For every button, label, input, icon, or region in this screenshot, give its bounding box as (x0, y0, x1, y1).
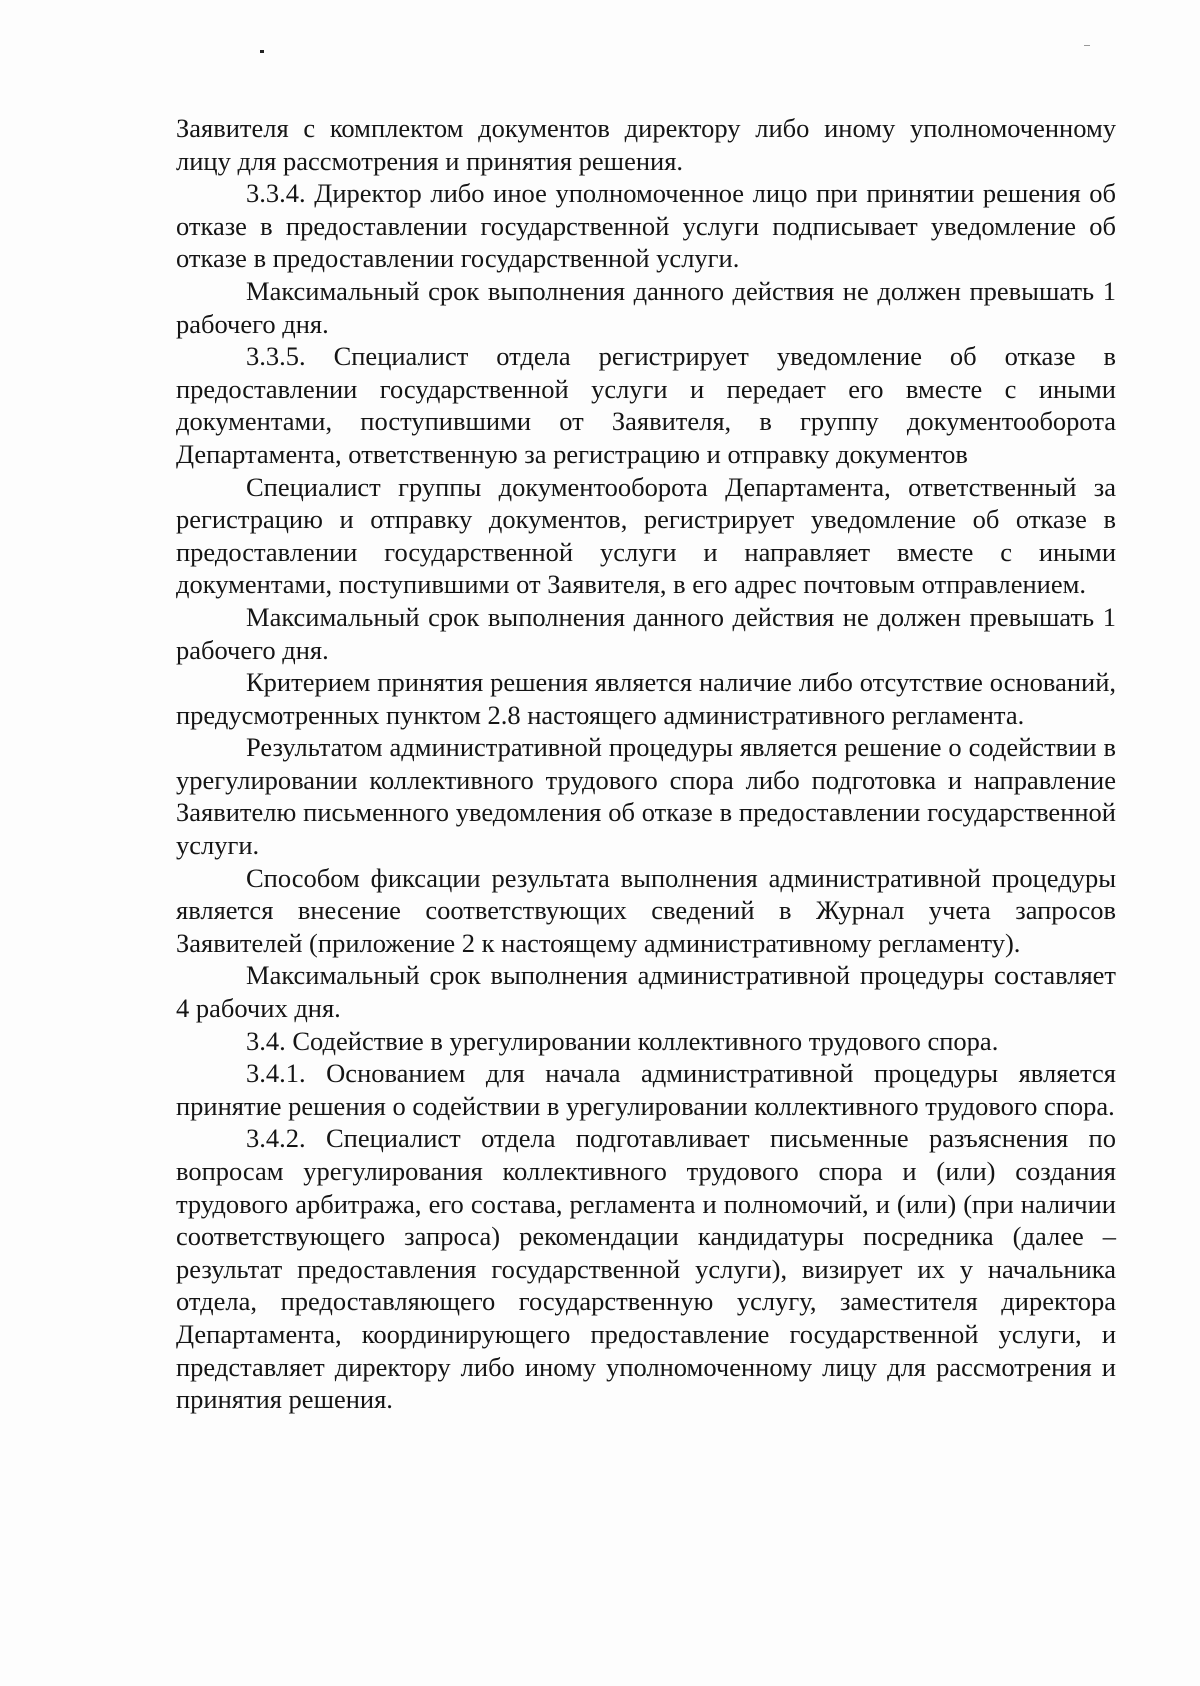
paragraph-3-3-4: 3.3.4. Директор либо иное уполномоченное лицо при принятии решения об отказе в предоставлении государственной услуги подписывает уведомление об отказе в предоставлении государственной услуги. (176, 178, 1116, 274)
paragraph-max-term-procedure: Максимальный срок выполнения административной процедуры составляет 4 рабочих дня. (176, 960, 1116, 1024)
paragraph-max-term-2: Максимальный срок выполнения данного действия не должен превышать 1 рабочего дня. (176, 601, 1116, 665)
paragraph-3-4: 3.4. Содействие в урегулировании коллективного трудового спора. (246, 1025, 999, 1056)
paragraph-3-4-2: 3.4.2. Специалист отдела подготавливает письменные разъяснения по вопросам урегулирования коллективного трудового спора и (или) создания трудового арбитража, его состава, регламента и полномочий, и (или) (при наличии соответствующего запроса) рекомендации кандидатуры посредника (далее – результат предоставления государственной услуги), визирует их у начальника отдела, предоставляющего государственную услугу, заместителя директора Департамента, координирующего предоставление государственной услуги, и представляет директору либо иному уполномоченному лицу для рассмотрения и принятия решения. (176, 1123, 1116, 1415)
paragraph-3-3-5: 3.3.5. Специалист отдела регистрирует уведомление об отказе в предоставлении государственной услуги и передает его вместе с иными документами, поступившими от Заявителя, в группу документооборота Департамента, ответственную за регистрацию и отправку документов (176, 341, 1116, 469)
paragraph-docflow-specialist: Специалист группы документооборота Департамента, ответственный за регистрацию и отправку документов, регистрирует уведомление об отказе в предоставлении государственной услуги и направляет вместе с иными документами, поступившими от Заявителя, в его адрес почтовым отправлением. (176, 471, 1116, 600)
scan-speck (260, 50, 264, 53)
scan-speck (1084, 45, 1090, 46)
paragraph-fixation: Способом фиксации результата выполнения административной процедуры является внесение соответствующих сведений в Журнал учета запросов Заявителей (приложение 2 к настоящему административному регламенту). (176, 862, 1116, 958)
paragraph-continuation: Заявителя с комплектом документов директору либо иному уполномоченному лицу для рассмотрения и принятия решения. (176, 113, 1116, 176)
document-body (176, 112, 1116, 1416)
paragraph-3-4-1: 3.4.1. Основанием для начала административной процедуры является принятие решения о содействии в урегулировании коллективного трудового спора. (176, 1058, 1116, 1121)
paragraph-criterion: Критерием принятия решения является наличие либо отсутствие оснований, предусмотренных пунктом 2.8 настоящего административного регламента. (176, 667, 1116, 730)
paragraph-max-term-1: Максимальный срок выполнения данного действия не должен превышать 1 рабочего дня. (176, 275, 1116, 339)
paragraph-result: Результатом административной процедуры является решение о содействии в урегулировании коллективного трудового спора либо подготовка и направление Заявителю письменного уведомления об отказе в предоставлении государственной услуги. (176, 732, 1116, 861)
